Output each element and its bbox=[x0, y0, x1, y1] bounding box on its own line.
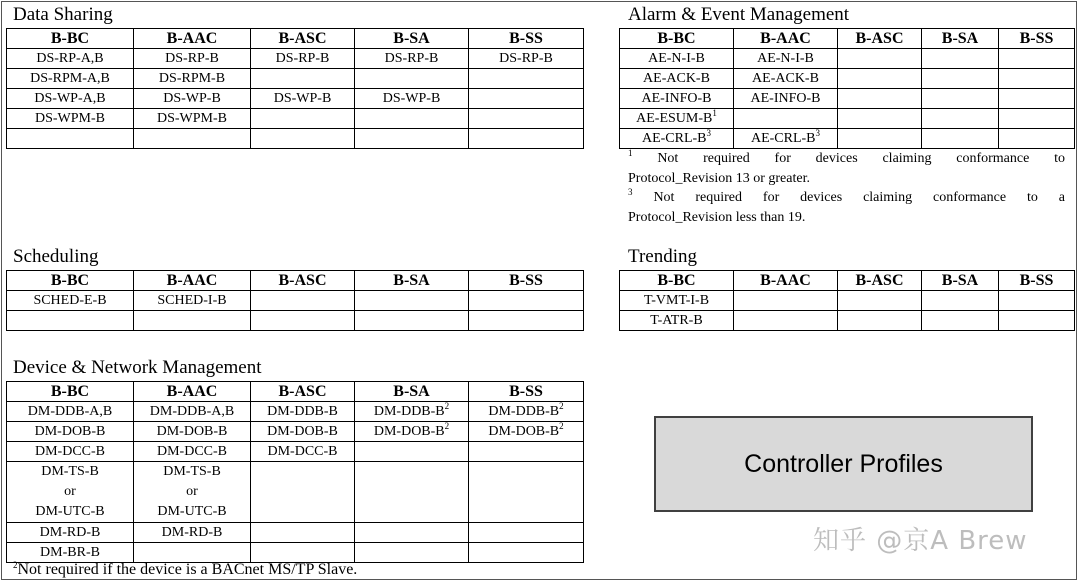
data-sharing-table bbox=[6, 28, 584, 149]
table-header-row bbox=[7, 382, 584, 402]
table-cell bbox=[999, 89, 1075, 109]
footnote-1-line bbox=[628, 149, 1065, 169]
footnote-3-line-2: Protocol_Revision less than 19. bbox=[628, 209, 806, 225]
table-row bbox=[7, 69, 584, 89]
footnote-3-line bbox=[628, 188, 1065, 208]
table-cell bbox=[134, 462, 251, 523]
table-header-row bbox=[620, 271, 1075, 291]
table-cell bbox=[838, 49, 922, 69]
table-cell: DM-RD-B bbox=[7, 523, 134, 543]
table-row bbox=[7, 129, 584, 149]
table-cell bbox=[469, 89, 584, 109]
table-cell: DM-DOB-B bbox=[251, 422, 355, 442]
table-cell bbox=[734, 109, 838, 129]
table-cell: T-ATR-B bbox=[620, 311, 734, 331]
cell-line: or bbox=[64, 484, 76, 499]
table-cell bbox=[355, 311, 469, 331]
table-cell bbox=[838, 291, 922, 311]
table-cell bbox=[355, 442, 469, 462]
col-header: B-AAC bbox=[134, 29, 251, 49]
table-cell bbox=[999, 129, 1075, 149]
table-cell: AE-ACK-B bbox=[620, 69, 734, 89]
table-cell: DM-BR-B bbox=[7, 543, 134, 563]
data-sharing-title: Data Sharing bbox=[13, 4, 113, 25]
table-cell: DM-DDB-B bbox=[251, 402, 355, 422]
col-header: B-BC bbox=[7, 382, 134, 402]
table-cell bbox=[251, 129, 355, 149]
table-cell bbox=[838, 129, 922, 149]
table-cell: AE-N-I-B bbox=[620, 49, 734, 69]
table-cell bbox=[999, 291, 1075, 311]
table-row bbox=[7, 523, 584, 543]
table-cell bbox=[355, 462, 469, 523]
table-cell: DS-RPM-B bbox=[134, 69, 251, 89]
table-cell bbox=[620, 129, 734, 149]
col-header: B-ASC bbox=[251, 29, 355, 49]
col-header: B-SS bbox=[469, 29, 584, 49]
cell-text: AE-CRL-B bbox=[641, 131, 707, 146]
table-cell bbox=[838, 69, 922, 89]
table-cell bbox=[355, 109, 469, 129]
col-header: B-ASC bbox=[251, 271, 355, 291]
table-cell: AE-N-I-B bbox=[734, 49, 838, 69]
scheduling-title: Scheduling bbox=[13, 246, 99, 267]
alarm-event-table bbox=[619, 28, 1075, 149]
cell-text: DM-DOB-B bbox=[373, 424, 445, 439]
watermark: 知乎 @京A Brew bbox=[813, 526, 1028, 556]
table-cell bbox=[620, 109, 734, 129]
trending-table bbox=[619, 270, 1075, 331]
table-cell bbox=[999, 311, 1075, 331]
footnote-text: Not required for devices claiming conformance to a bbox=[653, 190, 1066, 205]
table-cell: DS-WPM-B bbox=[134, 109, 251, 129]
table-cell bbox=[7, 129, 134, 149]
col-header: B-AAC bbox=[734, 271, 838, 291]
cell-text: AE-CRL-B bbox=[750, 131, 816, 146]
table-row bbox=[7, 89, 584, 109]
table-cell bbox=[922, 129, 999, 149]
table-cell bbox=[734, 291, 838, 311]
col-header: B-ASC bbox=[838, 271, 922, 291]
table-cell bbox=[922, 89, 999, 109]
table-cell bbox=[922, 49, 999, 69]
cell-text: DM-DDB-B bbox=[373, 404, 445, 419]
table-cell: DM-RD-B bbox=[134, 523, 251, 543]
table-row bbox=[620, 69, 1075, 89]
footnote-number: 1 bbox=[628, 148, 633, 158]
col-header: B-SS bbox=[469, 382, 584, 402]
col-header: B-BC bbox=[7, 271, 134, 291]
table-cell bbox=[469, 402, 584, 422]
table-row bbox=[7, 402, 584, 422]
cell-line: or bbox=[186, 484, 198, 499]
table-cell bbox=[355, 543, 469, 563]
footnote-text: Not required for devices claiming conformance to bbox=[657, 151, 1066, 166]
table-cell bbox=[251, 69, 355, 89]
table-row bbox=[7, 462, 584, 523]
col-header: B-SS bbox=[999, 271, 1075, 291]
table-cell bbox=[251, 291, 355, 311]
table-cell: DM-DOB-B bbox=[134, 422, 251, 442]
table-row bbox=[7, 49, 584, 69]
table-cell: DS-WP-A,B bbox=[7, 89, 134, 109]
col-header: B-SA bbox=[355, 271, 469, 291]
footnote-marker: 3 bbox=[815, 128, 821, 138]
footnote-text: Not required if the device is a BACnet MS/TP Slave. bbox=[17, 561, 358, 578]
table-cell bbox=[999, 109, 1075, 129]
table-cell: DM-DDB-A,B bbox=[134, 402, 251, 422]
table-row bbox=[620, 49, 1075, 69]
table-cell bbox=[134, 129, 251, 149]
col-header: B-AAC bbox=[734, 29, 838, 49]
table-cell bbox=[999, 69, 1075, 89]
cell-line: DM-TS-B bbox=[163, 464, 221, 479]
table-cell bbox=[469, 129, 584, 149]
table-cell bbox=[922, 109, 999, 129]
table-cell bbox=[469, 422, 584, 442]
cell-text: DM-DDB-B bbox=[488, 404, 560, 419]
col-header: B-AAC bbox=[134, 271, 251, 291]
table-header-row bbox=[620, 29, 1075, 49]
col-header: B-SS bbox=[469, 271, 584, 291]
table-cell bbox=[469, 109, 584, 129]
table-cell bbox=[251, 109, 355, 129]
table-cell: DS-RP-B bbox=[251, 49, 355, 69]
device-network-title: Device & Network Management bbox=[13, 357, 262, 378]
col-header: B-BC bbox=[7, 29, 134, 49]
table-cell: SCHED-I-B bbox=[134, 291, 251, 311]
table-row bbox=[7, 109, 584, 129]
alarm-event-footnotes bbox=[628, 149, 1065, 227]
table-cell: DS-WP-B bbox=[355, 89, 469, 109]
cell-line: DM-UTC-B bbox=[35, 504, 105, 519]
footnote-marker: 3 bbox=[706, 128, 712, 138]
table-cell bbox=[355, 291, 469, 311]
table-cell bbox=[134, 311, 251, 331]
table-cell bbox=[838, 311, 922, 331]
trending-title: Trending bbox=[628, 246, 697, 267]
cell-line: DM-UTC-B bbox=[157, 504, 227, 519]
footnote-marker: 1 bbox=[712, 108, 717, 118]
table-cell bbox=[838, 109, 922, 129]
col-header: B-SA bbox=[922, 271, 999, 291]
col-header: B-BC bbox=[620, 29, 734, 49]
col-header: B-SA bbox=[355, 29, 469, 49]
cell-text: DM-DOB-B bbox=[488, 424, 560, 439]
table-header-row bbox=[7, 271, 584, 291]
cell-text: AE-ESUM-B bbox=[636, 111, 713, 126]
table-row bbox=[7, 311, 584, 331]
table-cell bbox=[734, 311, 838, 331]
controller-profiles-box bbox=[654, 416, 1033, 512]
table-row bbox=[7, 291, 584, 311]
table-cell bbox=[355, 402, 469, 422]
footnote-number: 3 bbox=[628, 187, 633, 197]
table-cell: AE-ACK-B bbox=[734, 69, 838, 89]
table-cell bbox=[999, 49, 1075, 69]
footnote-marker: 2 bbox=[559, 421, 564, 431]
footnote-marker: 2 bbox=[444, 421, 450, 431]
table-cell: AE-INFO-B bbox=[620, 89, 734, 109]
col-header: B-BC bbox=[620, 271, 734, 291]
table-row bbox=[620, 291, 1075, 311]
table-cell bbox=[355, 523, 469, 543]
table-cell: DM-DCC-B bbox=[251, 442, 355, 462]
table-row bbox=[620, 129, 1075, 149]
table-row bbox=[7, 442, 584, 462]
table-cell: DM-DCC-B bbox=[134, 442, 251, 462]
table-cell: DM-DCC-B bbox=[7, 442, 134, 462]
table-cell bbox=[922, 69, 999, 89]
device-network-table bbox=[6, 381, 584, 563]
table-cell bbox=[251, 311, 355, 331]
table-cell: DM-DDB-A,B bbox=[7, 402, 134, 422]
col-header: B-SA bbox=[922, 29, 999, 49]
table-cell: AE-INFO-B bbox=[734, 89, 838, 109]
table-cell bbox=[251, 523, 355, 543]
table-row bbox=[620, 89, 1075, 109]
table-header-row bbox=[7, 29, 584, 49]
table-cell: DS-RP-B bbox=[134, 49, 251, 69]
table-cell bbox=[469, 311, 584, 331]
table-cell bbox=[355, 129, 469, 149]
table-cell: DS-RP-B bbox=[469, 49, 584, 69]
controller-profiles-label: Controller Profiles bbox=[744, 449, 943, 478]
footnote-number: 2 bbox=[13, 560, 18, 570]
col-header: B-AAC bbox=[134, 382, 251, 402]
table-cell bbox=[251, 462, 355, 523]
table-cell bbox=[469, 69, 584, 89]
table-row bbox=[620, 311, 1075, 331]
table-cell bbox=[355, 69, 469, 89]
table-cell bbox=[355, 422, 469, 442]
cell-line: DM-TS-B bbox=[41, 464, 99, 479]
table-row bbox=[620, 109, 1075, 129]
table-cell bbox=[469, 442, 584, 462]
table-cell: DS-WP-B bbox=[251, 89, 355, 109]
table-row bbox=[7, 422, 584, 442]
table-cell bbox=[7, 462, 134, 523]
table-cell: DS-RP-A,B bbox=[7, 49, 134, 69]
table-cell: DS-WP-B bbox=[134, 89, 251, 109]
table-cell: DS-WPM-B bbox=[7, 109, 134, 129]
footnote-marker: 2 bbox=[559, 401, 564, 411]
table-cell bbox=[469, 543, 584, 563]
table-cell bbox=[838, 89, 922, 109]
scheduling-table bbox=[6, 270, 584, 331]
table-cell bbox=[469, 291, 584, 311]
col-header: B-SS bbox=[999, 29, 1075, 49]
table-cell: DS-RP-B bbox=[355, 49, 469, 69]
table-cell bbox=[734, 129, 838, 149]
col-header: B-ASC bbox=[251, 382, 355, 402]
device-network-footnote bbox=[13, 560, 357, 580]
table-cell: DS-RPM-A,B bbox=[7, 69, 134, 89]
col-header: B-SA bbox=[355, 382, 469, 402]
table-cell: DM-DOB-B bbox=[7, 422, 134, 442]
alarm-event-title: Alarm & Event Management bbox=[628, 4, 850, 25]
footnote-marker: 2 bbox=[444, 401, 450, 411]
table-cell bbox=[922, 311, 999, 331]
table-cell bbox=[922, 291, 999, 311]
table-cell: T-VMT-I-B bbox=[620, 291, 734, 311]
table-cell bbox=[469, 462, 584, 523]
table-cell: SCHED-E-B bbox=[7, 291, 134, 311]
footnote-1-line-2: Protocol_Revision 13 or greater. bbox=[628, 170, 810, 186]
col-header: B-ASC bbox=[838, 29, 922, 49]
table-cell bbox=[7, 311, 134, 331]
table-cell bbox=[469, 523, 584, 543]
